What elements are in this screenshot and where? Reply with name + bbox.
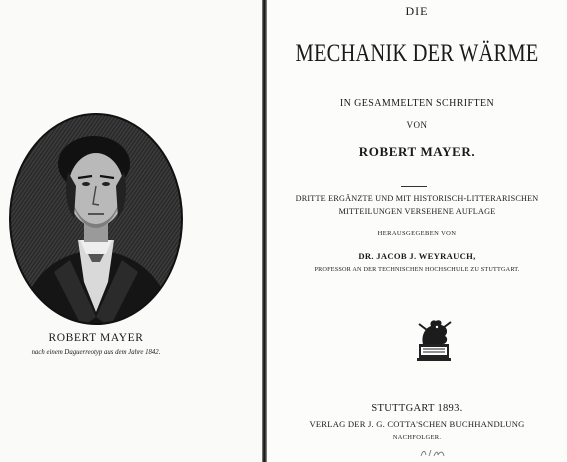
title-page [267,0,567,462]
title-divider [401,186,427,187]
title-article: DIE [405,4,429,18]
author-name: ROBERT MAYER. [358,144,476,159]
pencil-mark [419,447,449,459]
printer-device-icon [413,318,455,362]
frontispiece-page [0,0,262,462]
edition-line-2: MITTEILUNGEN VERSEHENE AUFLAGE [338,207,496,216]
imprint-place-year: STUTTGART 1893. [371,403,463,414]
publisher-suffix: NACHFOLGER. [392,434,442,441]
portrait-engraving [8,112,184,327]
editor-name: DR. JACOB J. WEYRAUCH, [358,251,476,261]
subtitle: IN GESAMMELTEN SCHRIFTEN [339,98,495,109]
editor-label: HERAUSGEGEBEN VON [377,230,457,237]
edition-line-1: DRITTE ERGÄNZTE UND MIT HISTORISCH-LITTERARISCHEN [295,194,539,203]
portrait-caption-source: nach einem Daguerreotyp aus dem Jahre 1842. [31,349,161,356]
publisher: VERLAG DER J. G. COTTA'SCHEN BUCHHANDLUNG [309,419,525,429]
main-title: MECHANIK DER WÄRME [295,40,539,67]
editor-affiliation: PROFESSOR AN DER TECHNISCHEN HOCHSCHULE ZU STUTTGART. [314,266,520,273]
author-preposition: VON [406,120,428,130]
portrait-caption-name: ROBERT MAYER [48,332,144,344]
